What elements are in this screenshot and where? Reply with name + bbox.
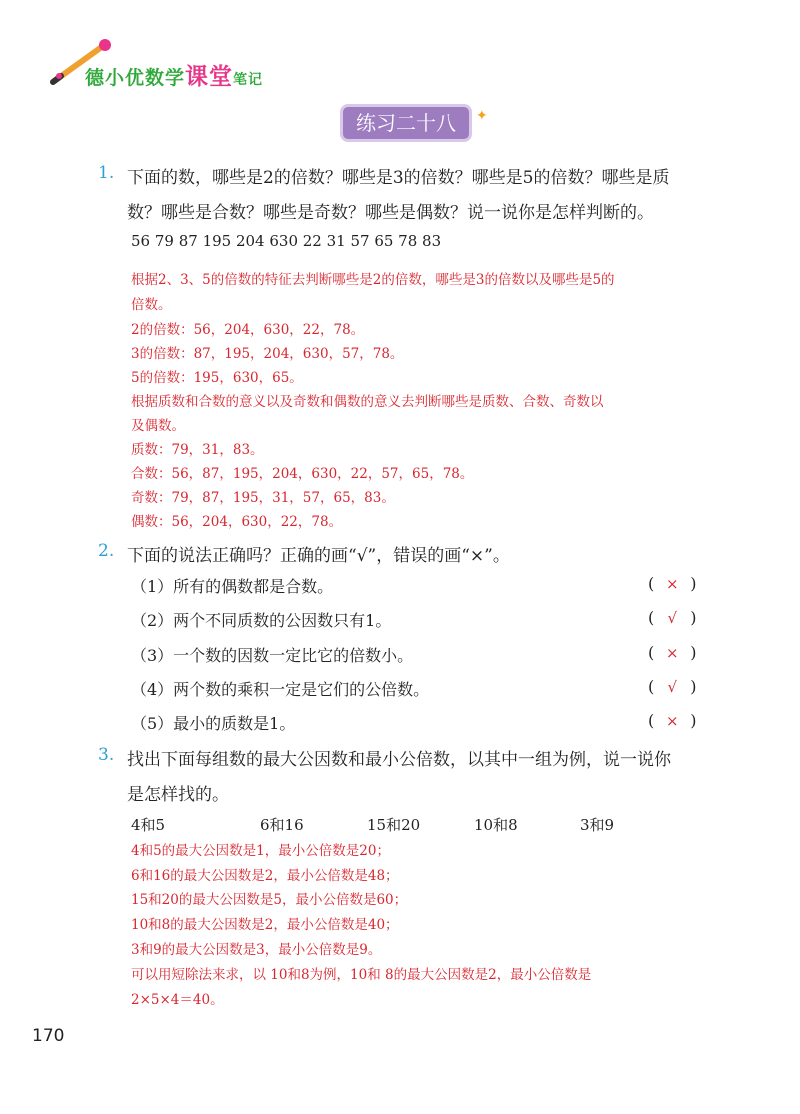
answer-line: 根据2、3、5的倍数的特征去判断哪些是2的倍数，哪些是3的倍数以及哪些是5的 (131, 272, 615, 288)
brand-logo (85, 58, 263, 91)
answer-line: 根据质数和合数的意义以及奇数和偶数的意义去判断哪些是质数、合数、奇数以 (131, 394, 604, 410)
brand-text-highlight: 课堂 (185, 64, 234, 90)
answer-line: 倍数。 (131, 297, 172, 313)
question-text: 下面的说法正确吗？正确的画“√”，错误的画“×”。 (127, 546, 510, 566)
brand-text-main: 德小优数学 (85, 67, 186, 89)
number-group: 10和8 (474, 816, 518, 834)
answer-line: 质数：79，31，83。 (131, 442, 264, 458)
number-group: 15和20 (367, 816, 421, 834)
answer-parentheses: ( × ) (648, 643, 697, 662)
answer-line: 10和8的最大公因数是2，最小公倍数是40； (131, 917, 399, 933)
answer-parentheses: ( × ) (648, 711, 697, 730)
answer-line: 4和5的最大公因数是1，最小公倍数是20； (131, 843, 390, 859)
answer-line: 3的倍数：87，195，204，630，57，78。 (131, 346, 404, 362)
statement-item: （3）一个数的因数一定比它的倍数小。 (131, 646, 414, 665)
question-text: 下面的数，哪些是2的倍数？哪些是3的倍数？哪些是5的倍数？哪些是质 (127, 168, 670, 188)
answer-line: 6和16的最大公因数是2，最小公倍数是48； (131, 868, 399, 884)
statement-item: （1）所有的偶数都是合数。 (131, 577, 334, 596)
answer-parentheses: ( √ ) (648, 677, 697, 696)
question-text: 数？哪些是合数？哪些是奇数？哪些是偶数？说一说你是怎样判断的。 (127, 203, 654, 223)
answer-mark: × (665, 644, 679, 662)
statement-item: （4）两个数的乘积一定是它们的公倍数。 (131, 680, 430, 699)
question-number: 3. (98, 745, 115, 765)
answer-mark: √ (667, 609, 678, 627)
answer-line: 15和20的最大公因数是5，最小公倍数是60； (131, 892, 408, 908)
statement-item: （5）最小的质数是1。 (131, 714, 296, 733)
answer-line: 奇数：79，87，195，31，57，65，83。 (131, 490, 395, 506)
answer-line: 2的倍数：56，204，630，22，78。 (131, 322, 365, 338)
answer-line: 及偶数。 (131, 418, 185, 434)
page-number: 170 (32, 1026, 65, 1046)
answer-line: 可以用短除法来求，以 10和8为例，10和 8的最大公因数是2，最小公倍数是 (131, 967, 592, 983)
answer-line: 偶数：56，204，630，22，78。 (131, 514, 343, 530)
question-number: 2. (98, 541, 115, 561)
number-group: 3和9 (580, 816, 615, 834)
number-group: 4和5 (131, 816, 166, 834)
answer-mark: × (665, 712, 679, 730)
answer-line: 5的倍数：195，630，65。 (131, 370, 303, 386)
answer-parentheses: ( √ ) (648, 608, 697, 627)
question-text: 是怎样找的。 (127, 785, 229, 805)
answer-mark: × (665, 575, 679, 593)
answer-line: 合数：56，87，195，204，630，22，57，65，78。 (131, 466, 474, 482)
number-list: 56 79 87 195 204 630 22 31 57 65 78 83 (131, 232, 442, 250)
statement-item: （2）两个不同质数的公因数只有1。 (131, 611, 392, 630)
answer-line: 3和9的最大公因数是3，最小公倍数是9。 (131, 942, 382, 958)
number-group: 6和16 (260, 816, 304, 834)
answer-parentheses: ( × ) (648, 574, 697, 593)
exercise-title: 练习二十八 (340, 104, 472, 142)
question-number: 1. (98, 163, 115, 183)
sparkle-icon: ✦ (476, 108, 488, 124)
brand-text-note: 笔记 (233, 72, 264, 88)
question-text: 找出下面每组数的最大公因数和最小公倍数，以其中一组为例，说一说你 (127, 750, 671, 770)
answer-mark: √ (667, 678, 678, 696)
answer-line: 2×5×4＝40。 (131, 992, 224, 1008)
